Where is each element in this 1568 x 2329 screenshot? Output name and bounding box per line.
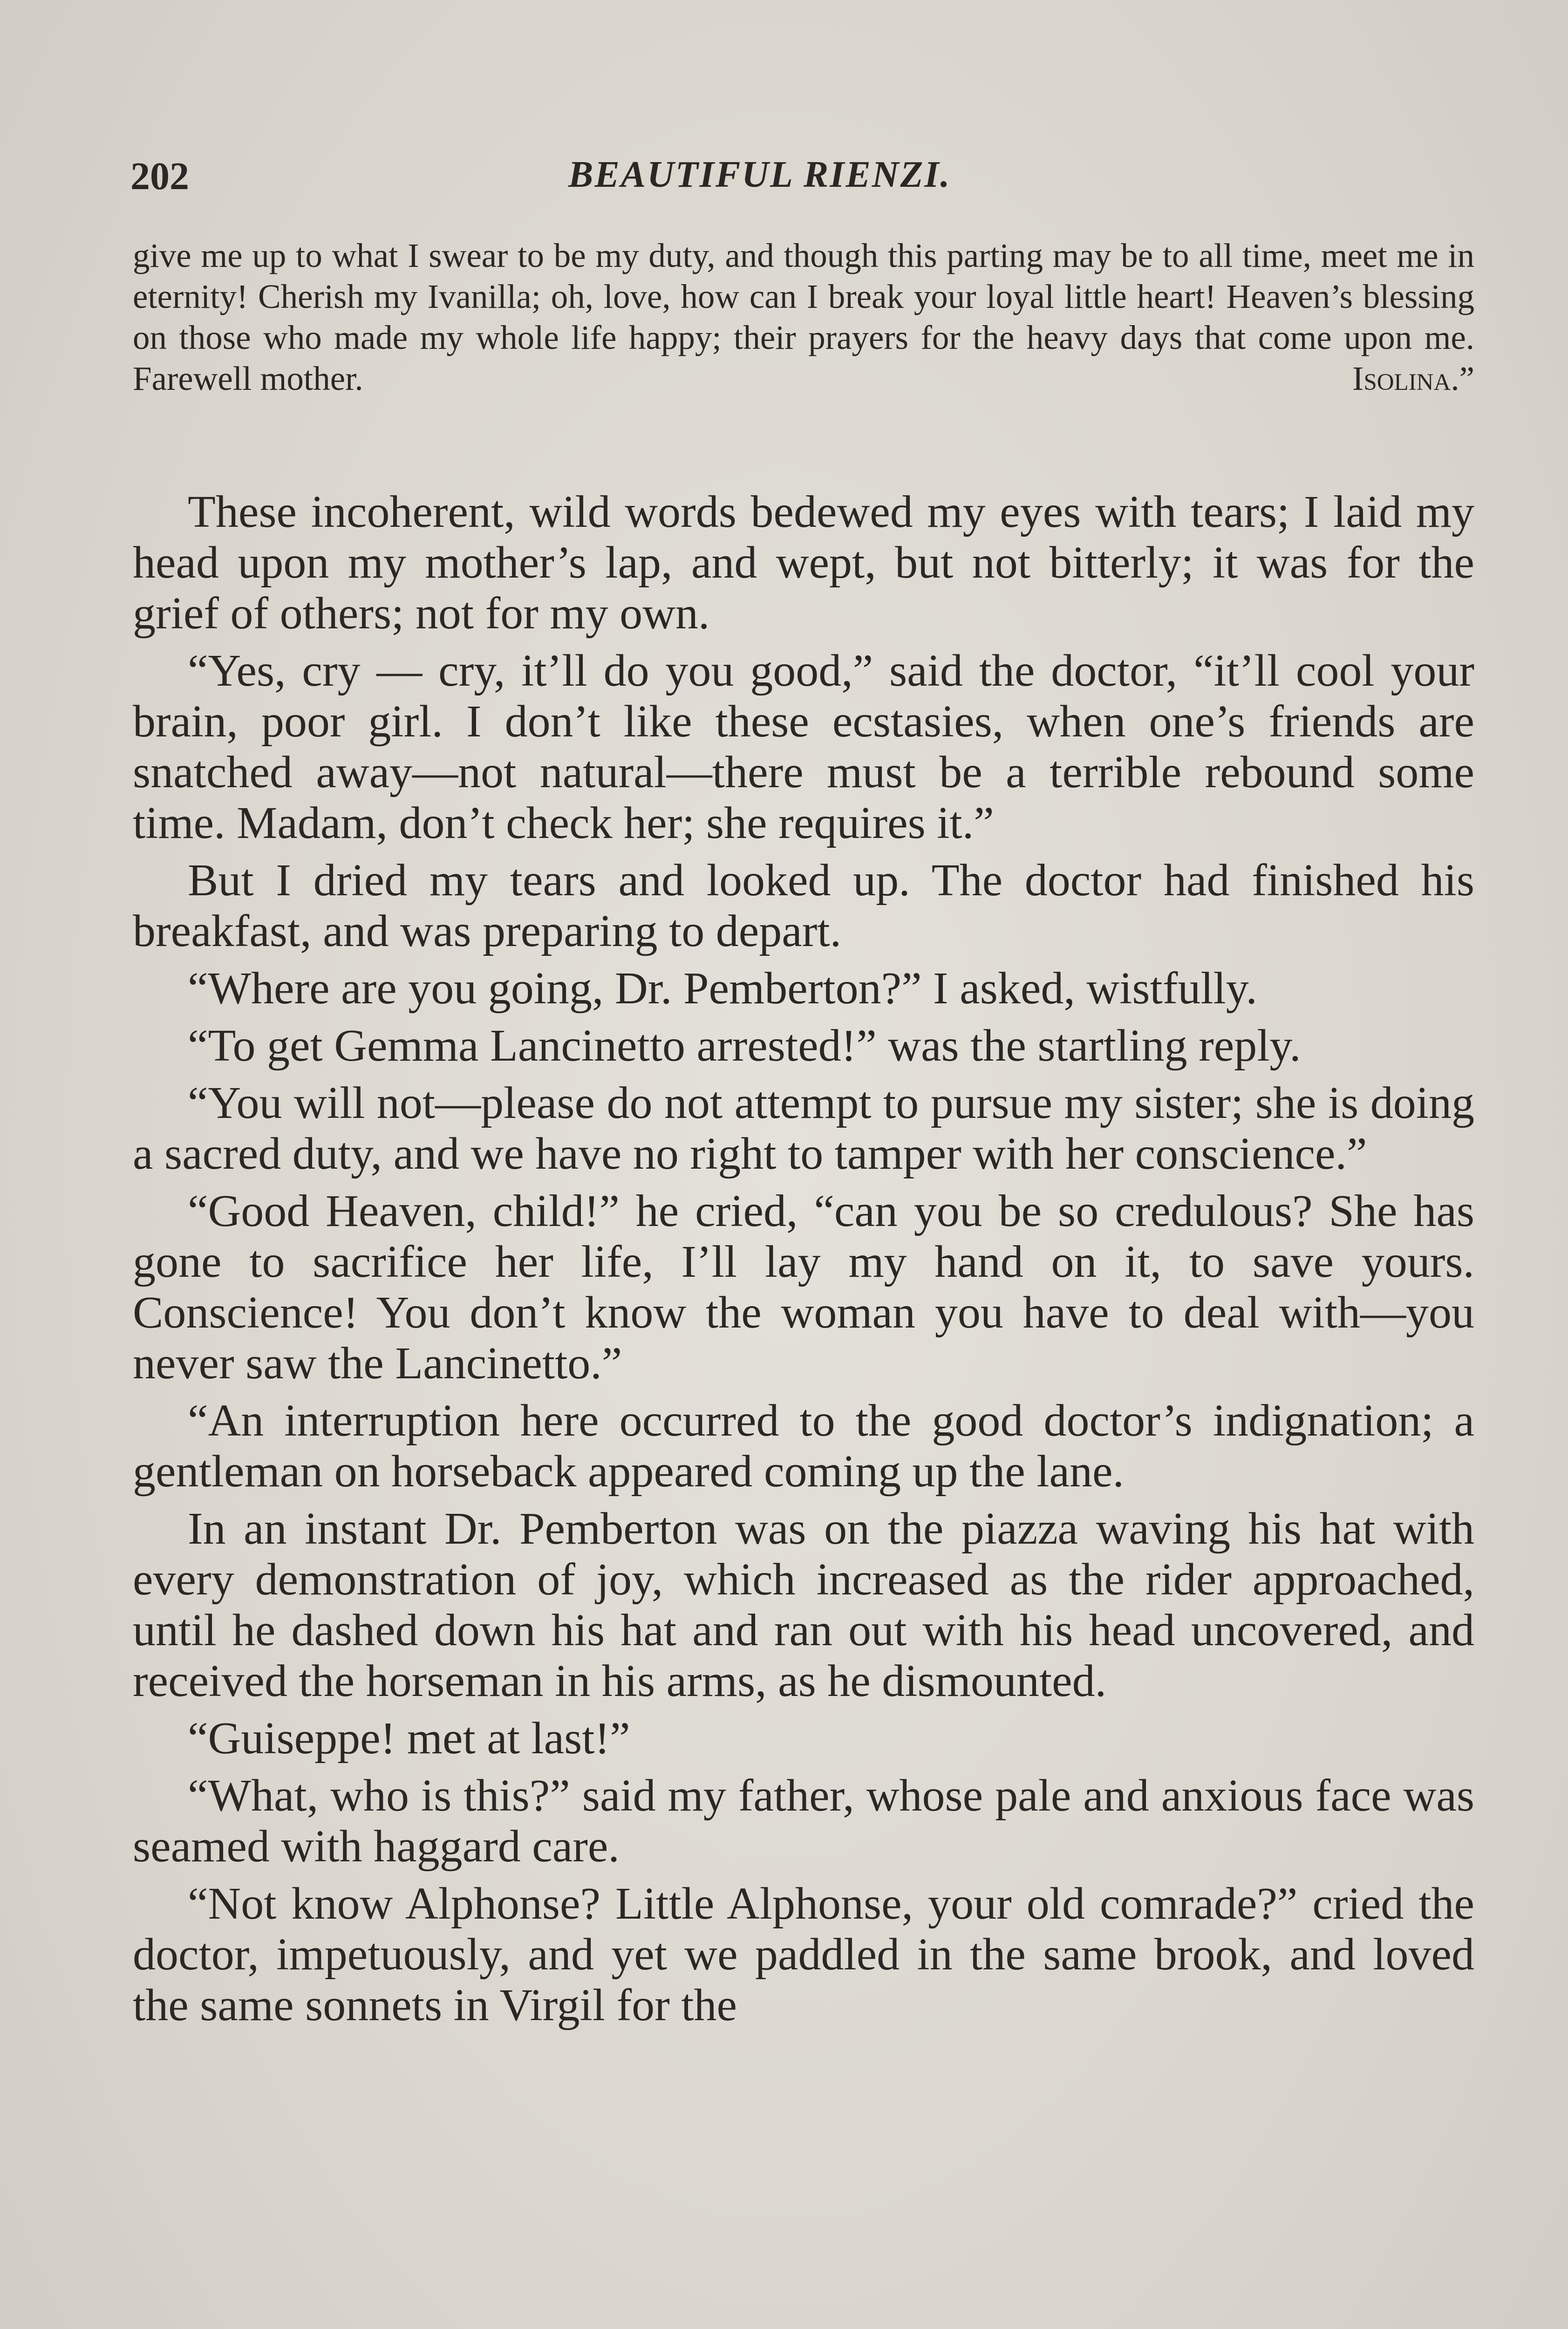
paragraph: These incoherent, wild words bedewed my eyes with tears; I laid my head upon my mother’s lap, and wept, but not bitterly; it was for the grief of others; not for my own. bbox=[133, 487, 1474, 639]
running-title: BEAUTIFUL RIENZI. bbox=[568, 154, 951, 195]
paragraph: In an instant Dr. Pemberton was on the piazza waving his hat with every demonstration of joy, which increased as the rider approached, until he dashed down his hat and ran out with his head uncovered, and received the horseman in his arms, as he dismounted. bbox=[133, 1504, 1474, 1706]
letter-text: give me up to what I swear to be my duty, and though this parting may be to all time, meet me in eternity! Cherish my Ivanilla; oh, love, how can I break your loyal little heart! Heaven’s blessing on those who made my whole life happy; their prayers for the heavy days that come upon me. Farewell mother. bbox=[133, 237, 1474, 397]
paragraph: But I dried my tears and looked up. The doctor had finished his breakfast, and was preparing to depart. bbox=[133, 855, 1474, 956]
paragraph: “You will not—please do not attempt to pursue my sister; she is doing a sacred duty, and we have no right to tamper with her conscience.” bbox=[133, 1078, 1474, 1179]
paragraph: “An interruption here occurred to the good doctor’s indignation; a gentleman on horseback appeared coming up the lane. bbox=[133, 1396, 1474, 1497]
letter-excerpt bbox=[133, 235, 1474, 399]
paragraph: “Good Heaven, child!” he cried, “can you be so credulous? She has gone to sacrifice her life, I’ll lay my hand on it, to save yours. Conscience! You don’t know the woman you have to deal with—you never saw the Lancinetto.” bbox=[133, 1186, 1474, 1389]
body-text bbox=[133, 487, 1474, 2037]
paragraph: “Where are you going, Dr. Pemberton?” I asked, wistfully. bbox=[188, 963, 1257, 1014]
page-header bbox=[130, 140, 1472, 196]
paragraph: “Yes, cry — cry, it’ll do you good,” said the doctor, “it’ll cool your brain, poor girl. I don’t like these ecstasies, when one’s friends are snatched away—not natural—there must be a terrible rebound some time. Madam, don’t check her; she requires it.” bbox=[133, 646, 1474, 848]
paragraph: “To get Gemma Lancinetto arrested!” was the startling reply. bbox=[188, 1021, 1301, 1071]
paragraph: “What, who is this?” said my father, whose pale and anxious face was seamed with haggard care. bbox=[133, 1771, 1474, 1872]
page-number: 202 bbox=[130, 155, 189, 198]
paragraph: “Not know Alphonse? Little Alphonse, your old comrade?” cried the doctor, impetuously, and yet we paddled in the same brook, and loved the same sonnets in Virgil for the bbox=[133, 1879, 1474, 2030]
paragraph: “Guiseppe! met at last!” bbox=[188, 1713, 630, 1764]
letter-signature: Isolina.” bbox=[1352, 360, 1474, 397]
